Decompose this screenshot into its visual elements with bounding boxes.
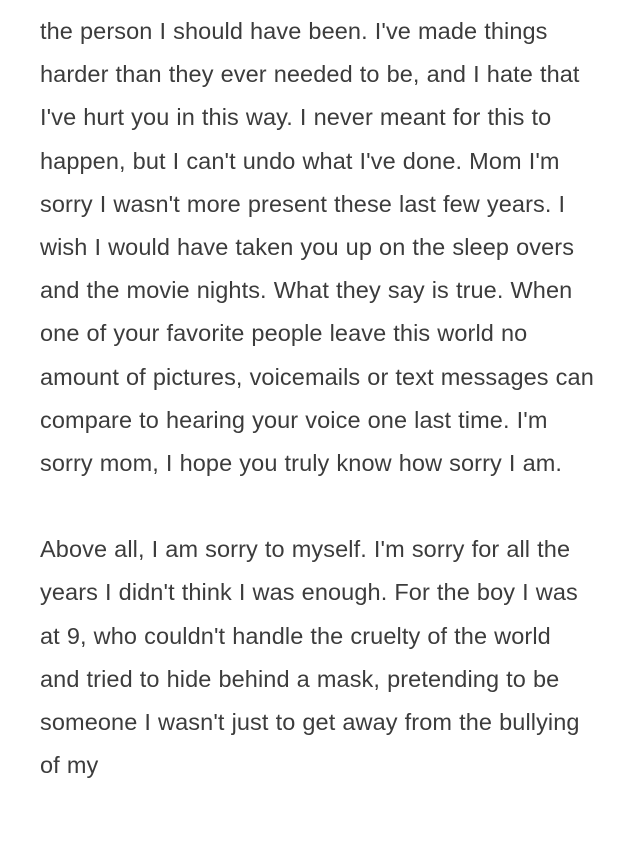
paragraph: Above all, I am sorry to myself. I'm sorry for all the years I didn't think I was enough. For the boy I was at 9, who couldn't handle the cruelty of the world and tried to hide behind a mask, pretending to be someone I wasn't just to get away from the bullying of my: [40, 536, 580, 779]
note-body: [40, 10, 596, 787]
paragraph: the person I should have been. I've made things harder than they ever needed to be, and I hate that I've hurt you in this way. I never meant for this to happen, but I can't undo what I've done. Mom I'm sorry I wasn't more present these last few years. I wish I would have taken you up on the sleep overs and the movie nights. What they say is true. When one of your favorite people leave this world no amount of pictures, voicemails or text messages can compare to hearing your voice one last time. I'm sorry mom, I hope you truly know how sorry I am.: [40, 18, 594, 477]
